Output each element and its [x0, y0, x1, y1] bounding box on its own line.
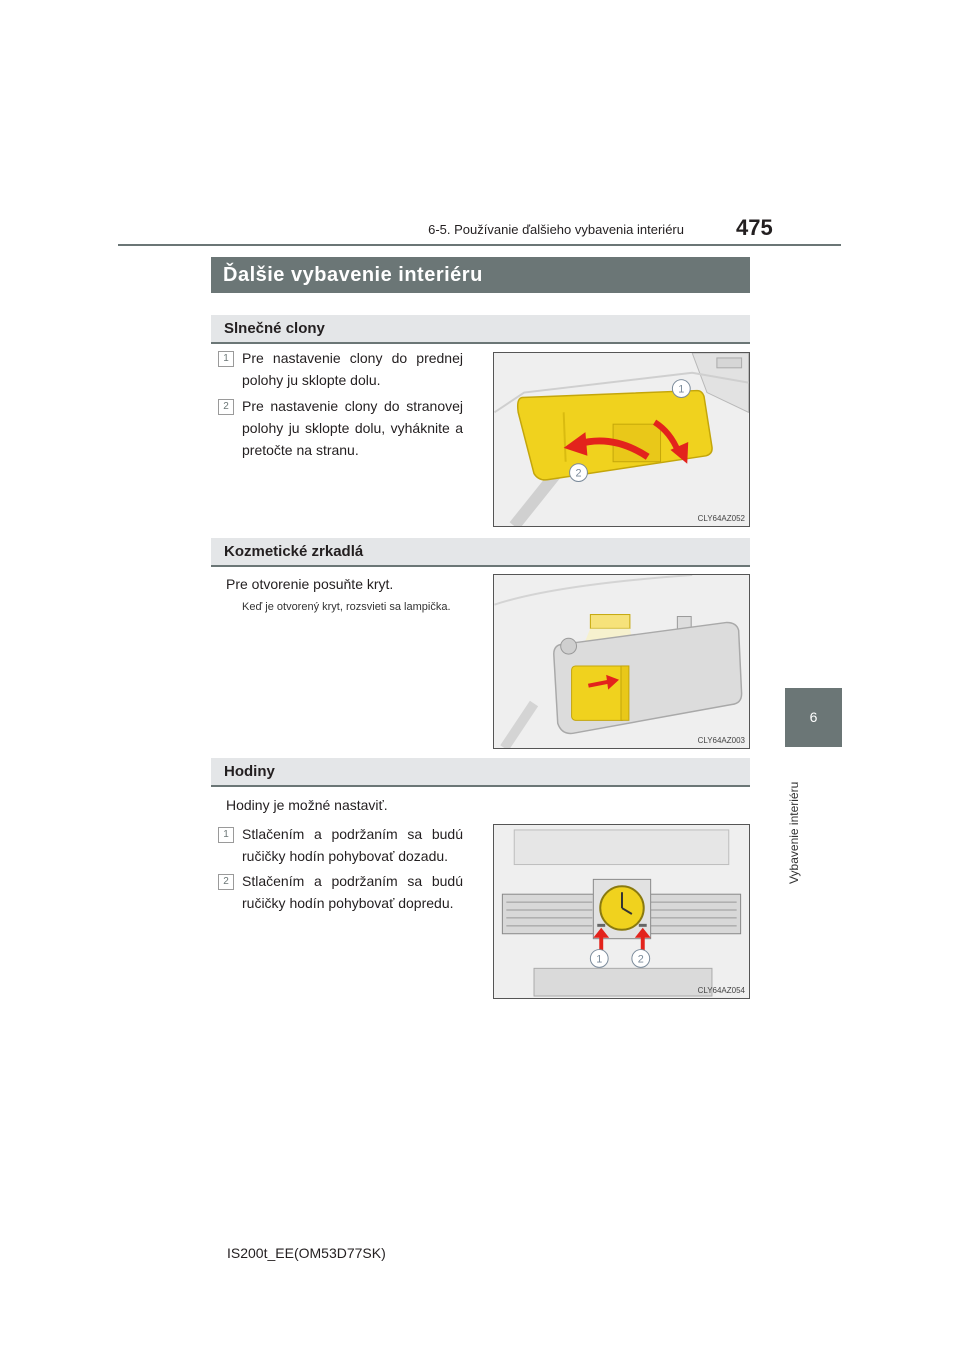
main-title: Ďalšie vybavenie interiéru	[211, 257, 750, 293]
sun-visor-item-1	[242, 347, 463, 391]
running-header-section: 6-5. Používanie ďalšieho vybavenia interiéru	[428, 222, 684, 237]
sun-visor-item-2-text: Pre nastavenie clony do stranovej polohy ju sklopte dolu, vyháknite a pretočte na stranu.	[242, 398, 463, 458]
section-title-clock: Hodiny	[211, 758, 750, 787]
callout-1: 1	[678, 383, 685, 396]
clock-intro: Hodiny je možné nastaviť.	[226, 797, 388, 813]
clock-item-1	[242, 823, 463, 867]
chapter-tab: 6	[785, 688, 842, 747]
clock-item-2	[242, 870, 463, 914]
page-number: 475	[736, 215, 773, 240]
item-marker: 2	[218, 874, 234, 890]
callout-2: 2	[637, 953, 644, 966]
clock-item-2-text: Stlačením a podržaním sa budú ručičky hodín pohybovať dopredu.	[242, 873, 463, 911]
vanity-mirror-note: Keď je otvorený kryt, rozsvieti sa lampička.	[242, 601, 451, 613]
vanity-mirror-figure	[493, 574, 750, 749]
figure-code: CLY64AZ003	[697, 736, 745, 745]
sun-visor-figure	[493, 352, 750, 527]
vanity-mirror-illustration	[494, 575, 749, 748]
section-title-vanity-mirrors: Kozmetické zrkadlá	[211, 538, 750, 567]
sun-visor-item-1-text: Pre nastavenie clony do prednej polohy ju sklopte dolu.	[242, 350, 463, 388]
clock-illustration	[494, 825, 749, 998]
item-marker: 2	[218, 399, 234, 415]
sun-visor-illustration	[494, 353, 749, 526]
figure-code: CLY64AZ054	[697, 986, 745, 995]
chapter-tab-label-text: Vybavenie interiéru	[787, 781, 801, 884]
figure-code: CLY64AZ052	[697, 514, 745, 523]
clock-figure	[493, 824, 750, 999]
callout-2: 2	[575, 467, 582, 480]
chapter-tab-label	[784, 760, 804, 890]
callout-1: 1	[596, 953, 603, 966]
sun-visor-item-2	[242, 395, 463, 461]
section-title-sun-visors: Slnečné clony	[211, 315, 750, 344]
item-marker: 1	[218, 351, 234, 367]
item-marker: 1	[218, 827, 234, 843]
clock-item-1-text: Stlačením a podržaním sa budú ručičky hodín pohybovať dozadu.	[242, 826, 463, 864]
header-rule	[118, 244, 841, 246]
vanity-mirror-intro: Pre otvorenie posuňte kryt.	[226, 576, 394, 592]
footer-document-code: IS200t_EE(OM53D77SK)	[227, 1245, 386, 1261]
